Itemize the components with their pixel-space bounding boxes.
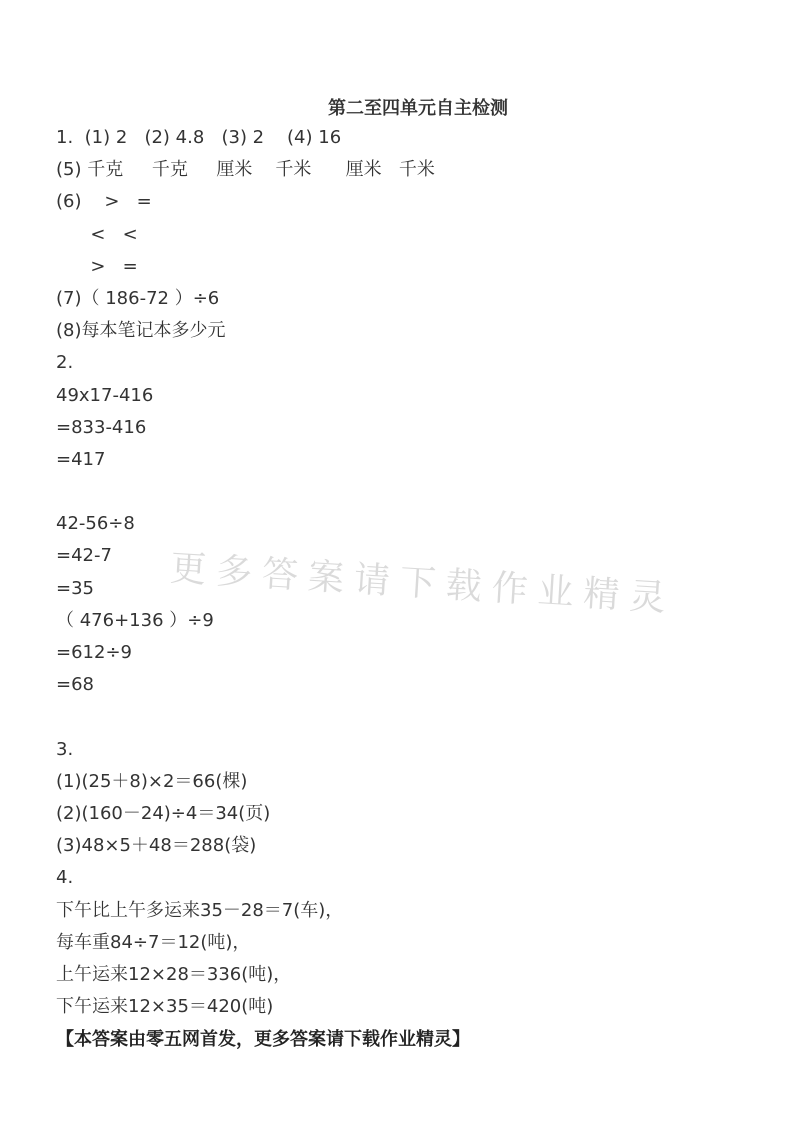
answer-line: =833-416 — [56, 416, 147, 438]
answer-line: 49x17-416 — [56, 384, 154, 406]
answer-line: 下午运来12×35＝420(吨) — [56, 996, 274, 1018]
answer-line: 下午比上午多运来35－28＝7(车)， — [56, 899, 344, 921]
answer-line: （ 476+136 ）÷9 — [56, 609, 214, 631]
answer-line: 1. (1) 2 (2) 4.8 (3) 2 (4) 16 — [56, 127, 342, 148]
answer-line: (8)每本笔记本多少元 — [56, 320, 226, 342]
answer-line: (7)（ 186-72 ）÷6 — [56, 287, 220, 309]
answer-line: > = — [56, 255, 138, 277]
watermark: 更多答案请下载作业精灵 — [169, 547, 677, 620]
answer-line: =417 — [56, 448, 106, 470]
footer-note: 【本答案由零五网首发，更多答案请下载作业精灵】 — [56, 1029, 470, 1050]
answer-line: 42-56÷8 — [56, 513, 135, 535]
page-title: 第二至四单元自主检测 — [328, 98, 508, 119]
answer-line: 每车重84÷7＝12(吨)， — [56, 931, 251, 953]
answer-line: =35 — [56, 577, 94, 599]
answer-line: (2)(160－24)÷4＝34(页) — [56, 802, 271, 824]
answer-line: =68 — [56, 674, 94, 696]
answer-line: (6) > = — [56, 191, 152, 213]
section-number: 4. — [56, 867, 74, 889]
answer-line: =612÷9 — [56, 642, 132, 663]
section-number: 2. — [56, 352, 74, 374]
answer-line: < < — [56, 223, 138, 245]
answer-line: (1)(25＋8)×2＝66(棵) — [56, 770, 248, 792]
answer-line: 上午运来12×28＝336(吨)， — [56, 963, 292, 985]
blank-line — [56, 701, 780, 733]
answer-line: (3)48×5＋48＝288(袋) — [56, 835, 257, 857]
section-number: 3. — [56, 738, 74, 760]
answer-line: =42-7 — [56, 545, 112, 567]
blank-line — [56, 476, 780, 508]
answer-line: (5) 千克 千克 厘米 千米 厘米 千米 — [56, 159, 435, 181]
